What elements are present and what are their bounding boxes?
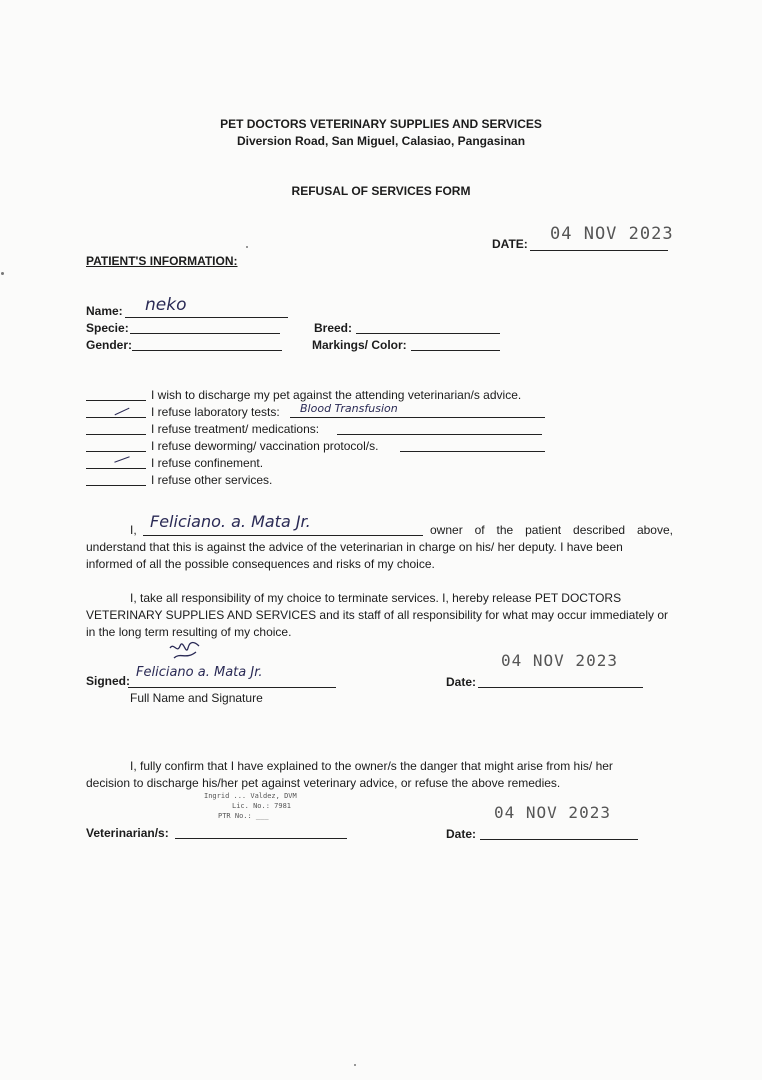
statement1-suffix: owner of the patient described above, [430,523,673,537]
vet-stamp-line1: Ingrid ... Valdez, DVM [204,792,297,800]
vet-date-label: Date: [446,827,477,841]
option-4-blank [86,451,146,452]
owner-name-line [143,535,423,536]
patient-section-title: PATIENT'S INFORMATION: [86,254,238,268]
breed-line [356,333,500,334]
date-line [530,250,668,251]
gender-line [132,350,282,351]
signature-line [128,687,336,688]
confirmation-line1: I, fully confirm that I have explained to the owner/s the danger that might arise from his/ her [130,759,613,773]
statement1-line3: informed of all the possible consequences and risks of my choice. [86,557,435,571]
signed-date-line [478,687,643,688]
owner-signature-text: Feliciano a. Mata Jr. [136,665,263,680]
vet-stamp-line2: Lic. No.: 7981 [232,802,292,810]
option-3-detail-line [337,434,542,435]
option-3-text: I refuse treatment/ medications: [151,422,320,436]
vet-stamp-line3: PTR No.: ___ [218,812,269,820]
veterinarian-label: Veterinarian/s: [86,826,169,840]
date-label: DATE: [492,237,528,251]
option-5-blank [86,468,146,469]
option-5-text: I refuse confinement. [151,456,264,470]
statement2-line3: in the long term resulting of my choice. [86,625,292,639]
statement1-line2: understand that this is against the advice of the veterinarian in charge on his/ her deputy. I have been [86,540,623,554]
company-name: PET DOCTORS VETERINARY SUPPLIES AND SERVICES [220,117,542,131]
scan-speck [246,246,248,248]
breed-label: Breed: [314,321,353,335]
markings-label: Markings/ Color: [312,338,407,352]
option-5-checkmark [114,456,129,462]
name-line [125,317,288,318]
signed-label: Signed: [86,674,130,688]
option-6-text: I refuse other services. [151,473,273,487]
gender-label: Gender: [86,338,133,352]
form-title: REFUSAL OF SERVICES FORM [291,184,471,198]
option-2-blank [86,417,146,418]
option-1-text: I wish to discharge my pet against the attending veterinarian/s advice. [151,388,522,402]
option-4-text: I refuse deworming/ vaccination protocol/s. [151,439,379,453]
name-value: neko [145,295,187,315]
signed-date-label: Date: [446,675,477,689]
veterinarian-line [175,838,347,839]
company-address: Diversion Road, San Miguel, Calasiao, Pangasinan [236,134,526,148]
option-6-blank [86,485,146,486]
specie-line [130,333,280,334]
option-4-detail-line [400,451,545,452]
option-2-checkmark [115,408,130,416]
option-1-blank [86,400,146,401]
signature-caption: Full Name and Signature [130,691,263,705]
vet-date-stamp: 04 NOV 2023 [494,803,611,822]
scan-speck [1,272,4,275]
confirmation-line2: decision to discharge his/her pet against veterinary advice, or refuse the above remedies. [86,776,561,790]
vet-stamp [204,791,297,821]
vet-date-line [480,839,638,840]
name-label: Name: [86,304,123,318]
specie-label: Specie: [86,321,129,335]
scan-speck [354,1064,356,1066]
signed-date-stamp: 04 NOV 2023 [501,651,618,670]
statement1-prefix: I, [130,523,137,537]
date-stamp: 04 NOV 2023 [550,224,674,244]
owner-name: Feliciano. a. Mata Jr. [150,512,311,531]
markings-line [411,350,500,351]
option-3-blank [86,434,146,435]
option-2-detail: Blood Transfusion [300,402,398,415]
statement2-line2: VETERINARY SUPPLIES AND SERVICES and its staff of all responsibility for what may occur immediately or [86,608,669,622]
statement2-line1: I, take all responsibility of my choice to terminate services. I, hereby release PET DOCTORS [130,591,622,605]
option-2-detail-line [290,417,545,418]
option-2-text: I refuse laboratory tests: [151,405,280,419]
